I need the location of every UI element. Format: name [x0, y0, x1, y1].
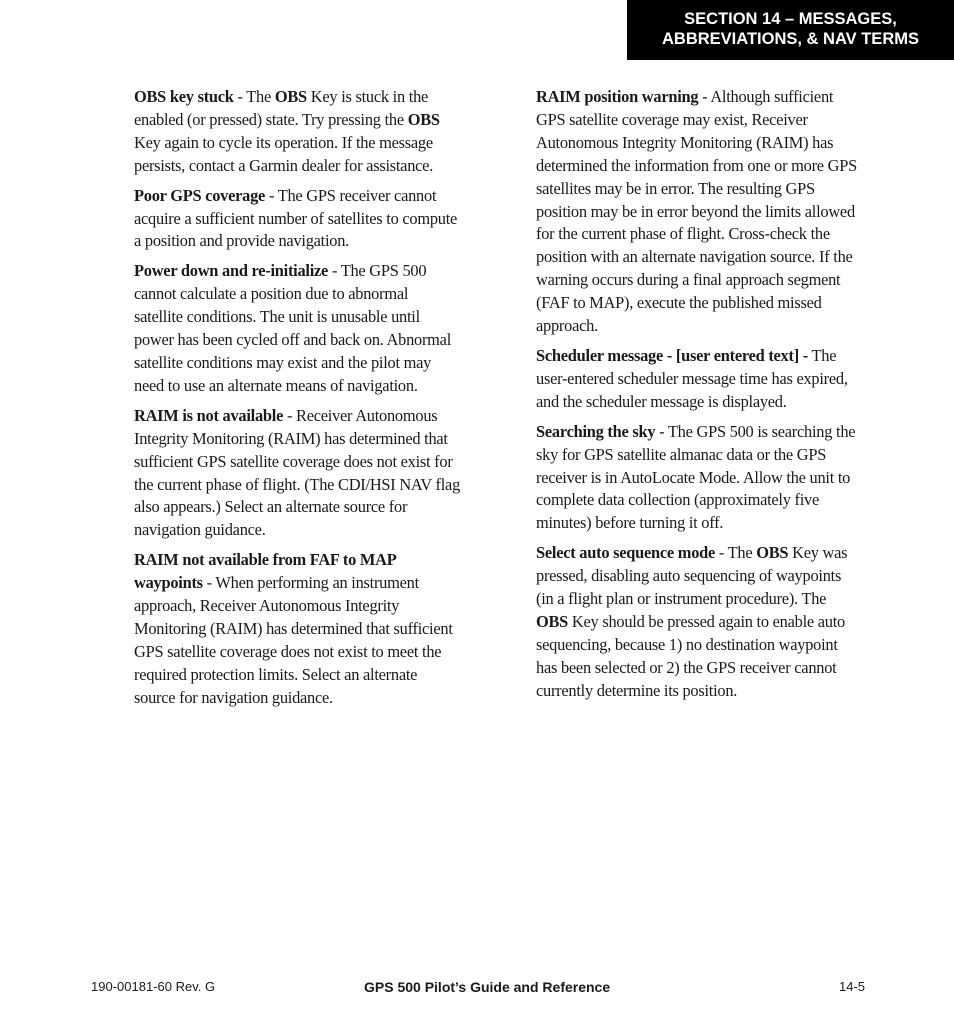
term-separator: - [655, 421, 668, 441]
message-term: Power down and re-initialize [134, 261, 329, 281]
section-header-line-2: ABBREVIATIONS, & NAV TERMS [662, 30, 919, 48]
footer-title: GPS 500 Pilot’s Guide and Reference [364, 979, 611, 995]
message-text: Although sufficient GPS satellite coverage may exist, Receiver Autonomous Integrity Monitoring (RAIM) has determined the information from one or more GPS satellites may be in error. The resulting GPS position may be in error beyond the limits allowed for the current phase of flight. Cross-check the position with an alternate navigation source. If the warning occurs during a final approach segment (FAF to MAP), execute the published missed approach. [536, 87, 857, 336]
message-entry [134, 405, 460, 542]
message-text: The user-entered scheduler message time has expired, and the scheduler message is displayed. [536, 345, 848, 411]
left-column [134, 86, 460, 717]
message-term: Scheduler message - [user entered text] - [536, 345, 808, 365]
message-term: OBS key stuck [134, 87, 234, 106]
key-name: OBS [274, 87, 307, 106]
section-header-line-1: SECTION 14 – MESSAGES, [684, 10, 897, 28]
message-entry [536, 345, 862, 414]
section-header [627, 0, 954, 60]
message-text: The [727, 543, 757, 563]
right-column [536, 86, 862, 710]
message-text: The [246, 87, 275, 106]
term-separator: - [202, 573, 216, 593]
message-text: Key again to cycle its operation. If the message persists, contact a Garmin dealer for assistance. [134, 132, 434, 175]
footer-page-number: 14-5 [839, 979, 866, 994]
message-entry [134, 260, 460, 397]
term-separator: - [715, 543, 728, 563]
message-text: The GPS 500 is searching the sky for GPS satellite almanac data or the GPS receiver is in AutoLocate Mode. Allow the unit to complete data collection (approximately five minutes) before turning it off. [536, 421, 856, 533]
message-term: RAIM position warning [536, 87, 699, 106]
message-entry [536, 86, 862, 338]
message-entry [536, 542, 862, 702]
key-name: OBS [407, 109, 440, 129]
term-separator: - [233, 87, 247, 106]
message-term: Poor GPS coverage [134, 185, 266, 205]
message-text: When performing an instrument approach, Receiver Autonomous Integrity Monitoring (RAIM) has determined that sufficient GPS satellite coverage does not exist to meet the required protection limits. Select an alternate source for navigation guidance. [134, 573, 453, 707]
message-term: Searching the sky [536, 421, 656, 441]
message-text: Key was pressed, disabling auto sequencing of waypoints (in a flight plan or instrument procedure). The [536, 543, 848, 609]
message-entry [134, 185, 460, 254]
message-text: Key is stuck in the enabled (or pressed) state. Try pressing the [134, 87, 429, 129]
message-text: Key should be pressed again to enable auto sequencing, because 1) no destination waypoint has been selected or 2) the GPS receiver cannot currently determine its position. [536, 611, 845, 700]
footer-doc-number: 190-00181-60 Rev. G [91, 979, 216, 994]
message-text: Receiver Autonomous Integrity Monitoring (RAIM) has determined that sufficient GPS satellite coverage does not exist for the current phase of flight. (The CDI/HSI NAV flag also appears.) Select an alternate source for navigation guidance. [134, 405, 461, 540]
message-entry [536, 421, 862, 536]
term-separator: - [698, 87, 711, 106]
key-name: OBS [756, 543, 789, 563]
term-separator: - [328, 261, 341, 281]
message-entry [134, 86, 460, 178]
message-term: Select auto sequence mode [536, 543, 716, 563]
key-name: OBS [536, 611, 569, 631]
term-separator: - [265, 185, 278, 205]
message-text: The GPS 500 cannot calculate a position due to abnormal satellite conditions. The unit is unusable until power has been cycled off and back on. Abnormal satellite conditions may exist and the pilot may need to use an alternate means of navigation. [134, 261, 452, 395]
message-term: RAIM not available from FAF to MAP waypoints [134, 550, 396, 593]
message-entry [134, 549, 460, 709]
message-text: The GPS receiver cannot acquire a sufficient number of satellites to compute a position and provide navigation. [134, 185, 458, 251]
message-term: RAIM is not available [134, 405, 284, 425]
term-separator: - [283, 405, 297, 425]
